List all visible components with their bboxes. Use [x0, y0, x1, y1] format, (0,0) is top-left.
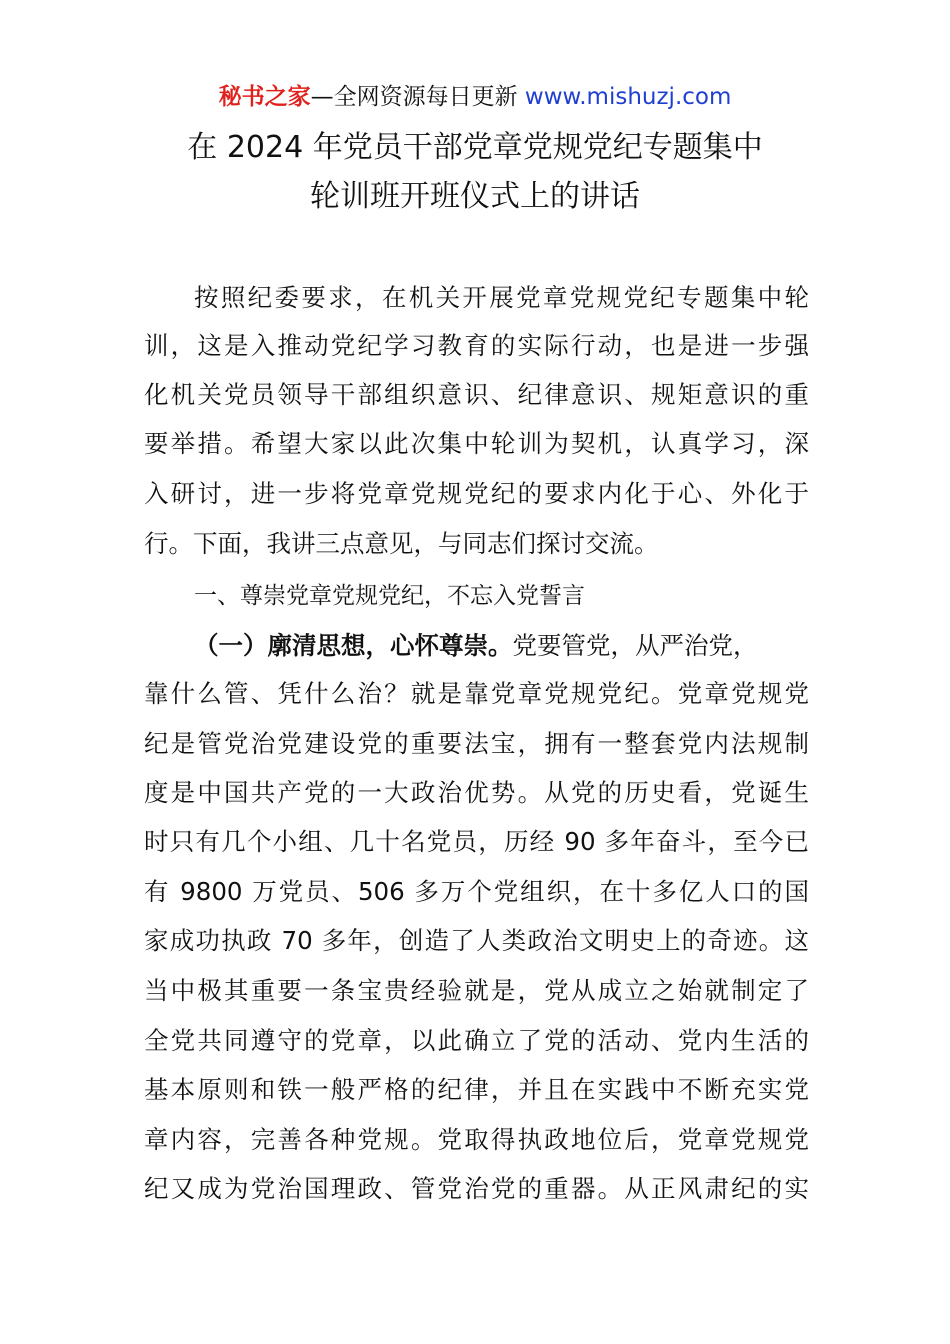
intro-paragraph-line: 按照纪委要求，在机关开展党章党规党纪专题集中轮 — [194, 283, 809, 312]
section-heading: 一、尊崇党章党规党纪，不忘入党誓言 — [194, 583, 585, 609]
site-url-link[interactable]: www.mishuzj.com — [524, 84, 732, 110]
body-line: 当中极其重要一条宝贵经验就是，党从成立之始就制定了 — [144, 976, 809, 1005]
intro-paragraph-line: 训，这是入推动党纪学习教育的实际行动，也是进一步强 — [144, 331, 809, 360]
body-line: 家成功执政 70 多年，创造了人类政治文明史上的奇迹。这 — [144, 926, 809, 955]
document-title-line-2: 轮训班开班仪式上的讲话 — [310, 179, 640, 214]
intro-paragraph-line: 化机关党员领导干部组织意识、纪律意识、规矩意识的重 — [144, 380, 809, 409]
body-line: 有 9800 万党员、506 多万个党组织，在十多亿人口的国 — [144, 877, 809, 906]
intro-paragraph-line: 入研讨，进一步将党章党规党纪的要求内化于心、外化于 — [144, 479, 809, 508]
document-title-line-1: 在 2024 年党员干部党章党规党纪专题集中 — [187, 130, 763, 165]
body-line: 章内容，完善各种党规。党取得执政地位后，党章党规党 — [144, 1125, 809, 1154]
body-line: 全党共同遵守的党章，以此确立了党的活动、党内生活的 — [144, 1026, 809, 1055]
subsection-heading: （一）廓清思想，心怀尊崇。 — [194, 631, 513, 660]
body-line: 时只有几个小组、几十名党员，历经 90 多年奋斗，至今已 — [144, 827, 809, 856]
body-line: 度是中国共产党的一大政治优势。从党的历史看，党诞生 — [144, 778, 809, 807]
body-line: 基本原则和铁一般严格的纪律，并且在实践中不断充实党 — [144, 1075, 809, 1104]
site-header — [0, 80, 950, 114]
body-line: 纪又成为党治国理政、管党治党的重器。从正风肃纪的实 — [144, 1174, 809, 1203]
subsection-text: 党要管党，从严治党， — [512, 631, 758, 660]
site-brand: 秘书之家 — [218, 84, 311, 110]
site-tagline: —全网资源每日更新 — [310, 84, 525, 110]
subsection-first-line — [194, 630, 809, 662]
body-line: 纪是管党治党建设党的重要法宝，拥有一整套党内法规制 — [144, 729, 809, 758]
intro-paragraph-line: 行。下面，我讲三点意见，与同志们探讨交流。 — [144, 529, 659, 558]
body-line: 靠什么管、凭什么治？就是靠党章党规党纪。党章党规党 — [144, 679, 809, 708]
intro-paragraph-line: 要举措。希望大家以此次集中轮训为契机，认真学习，深 — [144, 429, 809, 458]
